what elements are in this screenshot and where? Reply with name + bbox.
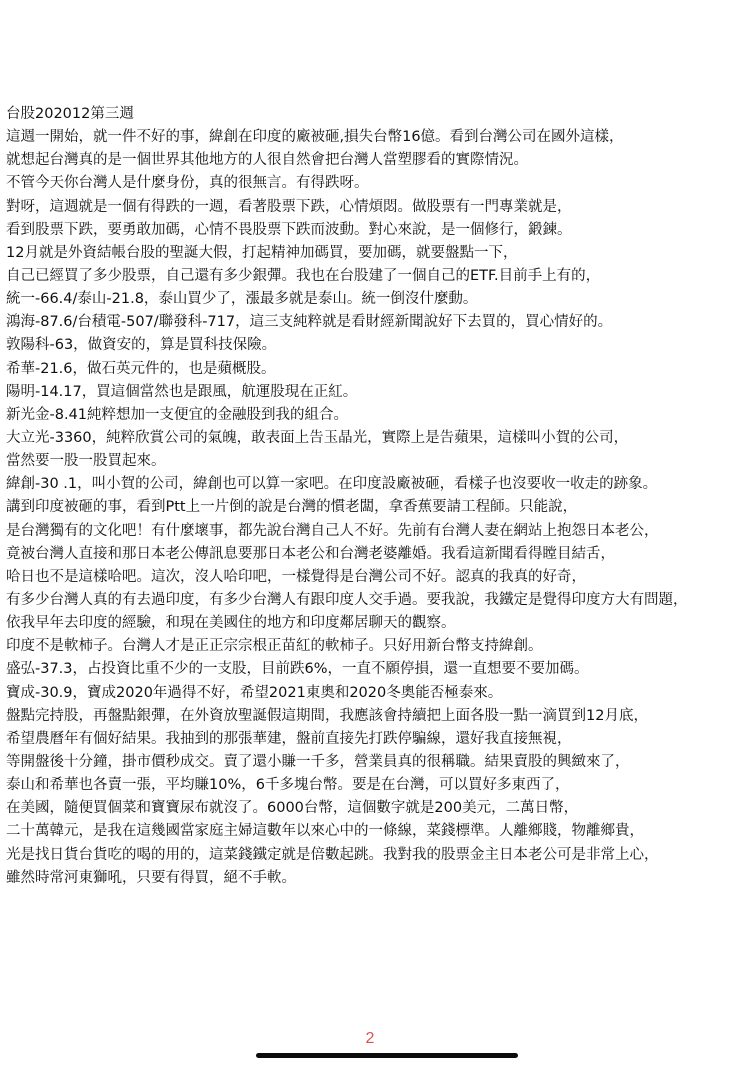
text-line: 統一-66.4/泰山-21.8，泰山買少了，漲最多就是泰山。統一倒沒什麼動。 <box>6 291 478 308</box>
text-line: 希望農曆年有個好結果。我抽到的那張華建，盤前直接先打跌停騙線，還好我直接無視， <box>6 730 572 747</box>
text-line: 光是找日貨台貨吃的喝的用的，這菜錢鐵定就是倍數起跳。我對我的股票金主日本老公可是非常上心， <box>6 846 659 863</box>
text-line: 新光金-8.41純粹想加一支便宜的金融股到我的組合。 <box>6 406 349 423</box>
text-line: 在美國，隨便買個菜和寶寶尿布就沒了。6000台幣，這個數字就是200美元，二萬日幣， <box>6 800 579 817</box>
text-line: 盛弘-37.3，占投資比重不少的一支股，目前跌6%，一直不願停損，還一直想要不要加碼。 <box>6 661 589 678</box>
text-line: 這週一開始，就一件不好的事，緯創在印度的廠被砸,損失台幣16億。看到台灣公司在國外這樣， <box>6 129 624 146</box>
text-line: 雖然時常河東獅吼，只要有得買，絕不手軟。 <box>6 869 296 886</box>
text-line: 不管今天你台灣人是什麼身份，真的很無言。有得跌呀。 <box>6 175 369 192</box>
home-indicator[interactable] <box>256 1053 518 1058</box>
text-line: 講到印度被砸的事，看到Ptt上一片倒的說是台灣的慣老闆，拿香蕉要請工程師。只能說， <box>6 499 578 516</box>
text-line: 泰山和希華也各賣一張，平均賺10%，6千多塊台幣。要是在台灣，可以買好多東西了， <box>6 777 570 794</box>
text-line: 希華-21.6，做石英元件的，也是蘋概股。 <box>6 360 276 377</box>
text-line: 等開盤後十分鐘，掛市價秒成交。賣了還小賺一千多，營業員真的很稱職。結果賣股的興緻來了， <box>6 753 630 770</box>
document-body <box>6 103 734 890</box>
text-line: 自己已經買了多少股票，自己還有多少銀彈。我也在台股建了一個自己的ETF.目前手上有的， <box>6 267 601 284</box>
text-line: 竟被台灣人直接和那日本老公傳訊息要那日本老公和台灣老婆離婚。我看這新聞看得瞠目結舌， <box>6 545 615 562</box>
text-line: 哈日也不是這樣哈吧。這次，沒人哈印吧，一樣覺得是台灣公司不好。認真的我真的好奇， <box>6 568 586 585</box>
text-line: 二十萬韓元，是我在這幾國當家庭主婦這數年以來心中的一條線，菜錢標準。人離鄉賤，物離鄉貴， <box>6 823 644 840</box>
text-line: 看到股票下跌，要勇敢加碼，心情不畏股票下跌而波動。對心來說，是一個修行，鍛鍊。 <box>6 221 572 238</box>
document-title: 台股202012第三週 <box>6 106 134 122</box>
text-line: 大立光-3360，純粹欣賞公司的氣魄，敢表面上告玉晶光，實際上是告蘋果，這樣叫小賀的公司， <box>6 429 629 446</box>
text-line: 對呀，這週就是一個有得跌的一週，看著股票下跌，心情煩悶。做股票有一門專業就是， <box>6 198 572 215</box>
text-line: 寶成-30.9，寶成2020年過得不好，希望2021東奧和2020冬奧能否極泰來。 <box>6 684 503 701</box>
text-line: 就想起台灣真的是一個世界其他地方的人很自然會把台灣人當塑膠看的實際情況。 <box>6 152 528 169</box>
text-line: 有多少台灣人真的有去過印度，有多少台灣人有跟印度人交手過。要我說，我鐵定是覺得印度方大有問題， <box>6 591 688 608</box>
text-line: 是台灣獨有的文化吧！有什麼壞事，都先說台灣自己人不好。先前有台灣人妻在網站上抱怨日本老公， <box>6 522 659 539</box>
text-line: 盤點完持股，再盤點銀彈，在外資放聖誕假這期間，我應該會持續把上面各股一點一滴買到12月底， <box>6 707 648 724</box>
text-line: 12月就是外資結帳台股的聖誕大假，打起精神加碼買，要加碼，就要盤點一下， <box>6 244 518 261</box>
text-line: 依我早年去印度的經驗，和現在美國住的地方和印度鄰居聊天的觀察。 <box>6 615 456 632</box>
text-line: 鴻海-87.6/台積電-507/聯發科-717，這三支純粹就是看財經新聞說好下去買的，買心情好的。 <box>6 314 613 331</box>
text-line: 印度不是軟柿子。台灣人才是正正宗宗根正苗紅的軟柿子。只好用新台幣支持緯創。 <box>6 638 543 655</box>
text-line: 敦陽科-63，做資安的，算是買科技保險。 <box>6 337 277 354</box>
text-line: 陽明-14.17，買這個當然也是跟風，航運股現在正紅。 <box>6 383 358 400</box>
page-number: 2 <box>365 1030 375 1047</box>
text-line: 緯創-30 .1，叫小賀的公司，緯創也可以算一家吧。在印度設廠被砸，看樣子也沒要收一收走的跡象。 <box>6 476 658 493</box>
text-line: 當然要一股一股買起來。 <box>6 453 166 470</box>
